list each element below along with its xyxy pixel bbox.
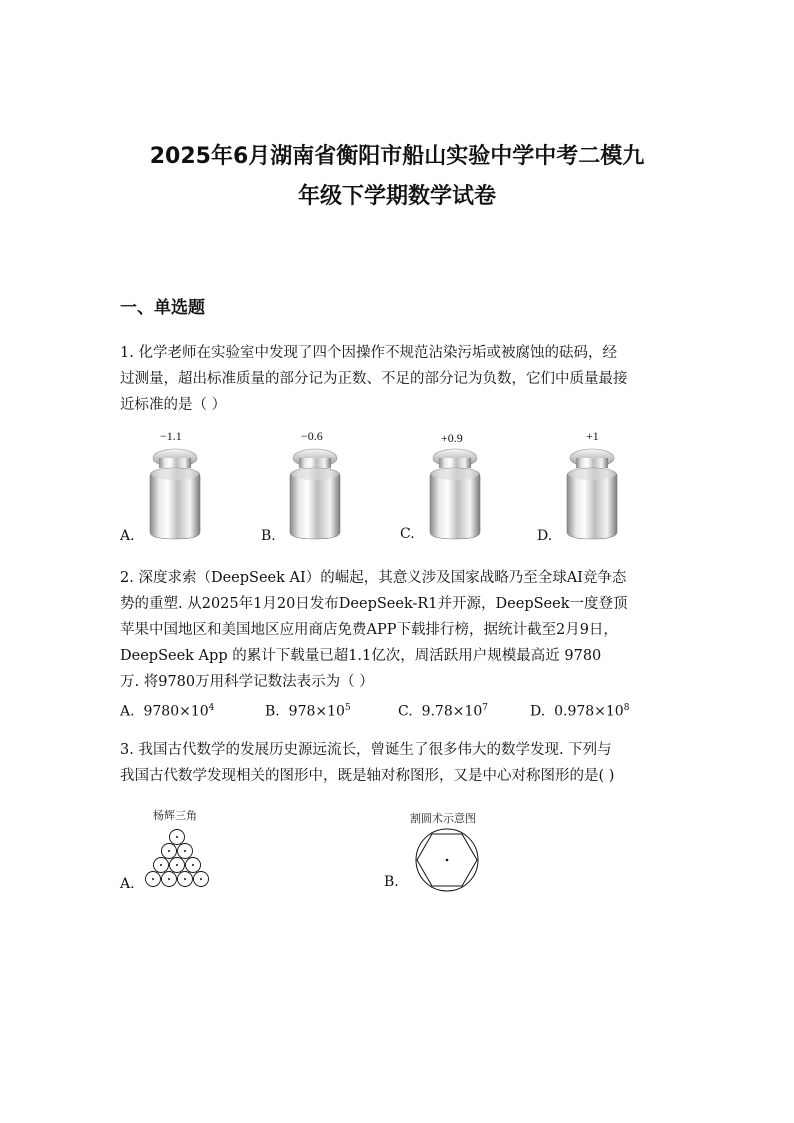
choice-letter: C. [398, 703, 413, 720]
q1-line: 过测量，超出标准质量的部分记为正数、不足的部分记为负数，它们中质量最接 [120, 371, 628, 387]
weight-icon [285, 446, 345, 540]
weight-label: +0.9 [441, 431, 463, 445]
choice-exponent: 7 [482, 703, 489, 713]
option-letter: A. [120, 528, 135, 544]
circle-division-icon [413, 826, 481, 894]
option-letter: D. [537, 528, 553, 544]
q2-line: 苹果中国地区和美国地区应用商店免费APP下载排行榜，据统计截至2月9日， [120, 622, 618, 638]
question-2-text [120, 565, 680, 695]
page-title [100, 137, 694, 217]
q2-line: 2. 深度求索（DeepSeek AI）的崛起，其意义涉及国家战略乃至全球AI竞争态 [120, 570, 627, 586]
q2-choice-d[interactable] [530, 703, 629, 720]
choice-exponent: 8 [623, 703, 630, 713]
weight-label: −1.1 [160, 429, 182, 443]
choice-value: 9.78×10 [421, 703, 483, 720]
option-letter: B. [384, 874, 399, 890]
q1-line: 近标准的是（ ） [120, 397, 227, 413]
q3-line: 3. 我国古代数学的发展历史源远流长，曾诞生了很多伟大的数学发现. 下列与 [120, 742, 612, 758]
q2-choice-c[interactable] [398, 703, 488, 720]
q2-choice-a[interactable] [120, 703, 214, 720]
weight-label: +1 [586, 429, 599, 443]
choice-exponent: 4 [208, 703, 215, 713]
question-1-text [120, 340, 680, 418]
q3-line: 我国古代数学发现相关的图形中，既是轴对称图形，又是中心对称图形的是( ) [120, 768, 615, 784]
choice-value: 978×10 [288, 703, 345, 720]
q2-line: 万. 将9780万用科学记数法表示为（ ） [120, 674, 374, 690]
choice-letter: A. [120, 703, 135, 720]
section-heading: 一、单选题 [120, 298, 205, 318]
figure-caption: 杨辉三角 [153, 809, 197, 822]
choice-exponent: 5 [344, 703, 351, 713]
title-line-2: 年级下学期数学试卷 [297, 184, 496, 209]
q2-line: DeepSeek App 的累计下载量已超1.1亿次，周活跃用户规模最高近 9780 [120, 648, 602, 664]
option-letter: B. [261, 528, 276, 544]
option-letter: C. [400, 526, 415, 542]
choice-value: 0.978×10 [554, 703, 624, 720]
weight-icon [145, 446, 205, 540]
option-letter: A. [120, 876, 135, 892]
q1-line: 1. 化学老师在实验室中发现了四个因操作不规范沾染污垢或被腐蚀的砝码，经 [120, 345, 617, 361]
q2-line: 势的重塑. 从2025年1月20日发布DeepSeek-R1并开源，DeepSeek一度登顶 [120, 596, 628, 612]
q2-choice-b[interactable] [265, 703, 351, 720]
weight-icon [425, 446, 485, 540]
figure-caption: 割圆术示意图 [410, 812, 476, 825]
question-3-text [120, 737, 680, 789]
weight-label: −0.6 [301, 429, 323, 443]
choice-letter: D. [530, 703, 546, 720]
yang-hui-triangle-icon [140, 826, 214, 890]
title-line-1: 2025年6月湖南省衡阳市船山实验中学中考二模九 [149, 144, 645, 169]
choice-letter: B. [265, 703, 280, 720]
choice-value: 9780×10 [143, 703, 209, 720]
weight-icon [562, 446, 622, 540]
